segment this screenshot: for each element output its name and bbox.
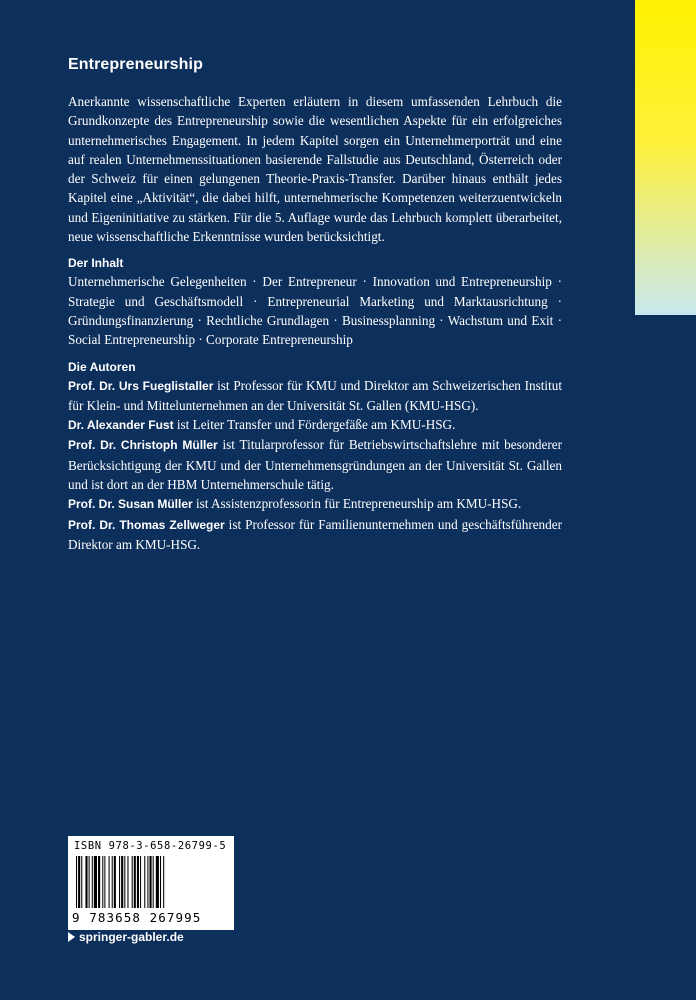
- author-name: Prof. Dr. Susan Müller: [68, 497, 193, 512]
- author-entry: [68, 435, 562, 494]
- publisher-link[interactable]: [68, 930, 184, 944]
- barcode-icon: [76, 856, 226, 908]
- contents-list: Unternehmerische Gelegenheiten · Der Entrepreneur · Innovation und Entrepreneurship · Strategie und Geschäftsmodell · Entrepreneurial Marketing und Marktausrichtung · Gründungsfinanzierung · Rechtliche Grundlagen · Businessplanning · Wachstum und Exit · Social Entrepreneurship · Corporate Entrepreneurship: [68, 274, 562, 348]
- book-description: Anerkannte wissenschaftliche Experten erläutern in diesem umfassenden Lehrbuch die Grundkonzepte des Entrepreneurship sowie die wesentlichen Aspekte für ein erfolgreiches unternehmerisches Engagement. In jedem Kapitel sorgen ein Unternehmerporträt und eine auf realen Unternehmenssituationen basierende Fallstudie aus Deutschland, Österreich oder der Schweiz für einen gelungenen Theorie-Praxis-Transfer. Darüber hinaus enthält jedes Kapitel eine „Aktivität“, die dabei hilft, unternehmerische Kompetenzen weiterzuentwickeln und Eigeninitiative zu stärken. Für die 5. Auflage wurde das Lehrbuch komplett überarbeitet, neue wissenschaftliche Erkenntnisse wurden berücksichtigt.: [68, 94, 562, 245]
- accent-color-bar: [635, 0, 696, 315]
- author-entry: [68, 376, 562, 416]
- arrow-right-icon: [68, 932, 75, 942]
- author-name: Prof. Dr. Thomas Zellweger: [68, 517, 225, 532]
- publisher-url: springer-gabler.de: [79, 930, 184, 944]
- author-bio: ist Leiter Transfer und Fördergefäße am KMU-HSG.: [173, 417, 456, 433]
- isbn-number: ISBN 978-3-658-26799-5: [74, 840, 227, 852]
- author-bio: ist Assistenzprofessorin für Entrepreneurship am KMU-HSG.: [192, 496, 522, 512]
- author-entry: [68, 415, 562, 435]
- author-name: Dr. Alexander Fust: [68, 418, 174, 433]
- book-title: Entrepreneurship: [68, 56, 203, 73]
- authors-list: [68, 376, 562, 555]
- author-name: Prof. Dr. Christoph Müller: [68, 438, 218, 453]
- author-entry: [68, 515, 562, 555]
- author-entry: [68, 494, 562, 514]
- back-cover-text: [68, 56, 562, 554]
- isbn-barcode: [68, 836, 234, 930]
- author-bio: ist Professor für Familienunternehmen und geschäftsführender Direktor am KMU-HSG.: [68, 516, 562, 552]
- contents-heading: Der Inhalt: [68, 256, 124, 271]
- barcode-digits: 9 783658 267995: [72, 910, 202, 925]
- author-bio: ist Titularprofessor für Betriebswirtschaftslehre mit besonderer Berücksichtigung der KMU und der Unternehmensgründungen an der Universität St. Gallen und ist dort an der HBM Unternehmerschule tätig.: [68, 437, 562, 493]
- authors-heading: Die Autoren: [68, 359, 136, 374]
- author-name: Prof. Dr. Urs Fueglistaller: [68, 378, 214, 393]
- author-bio: ist Professor für KMU und Direktor am Schweizerischen Institut für Klein- und Mittelunternehmen an der Universität St. Gallen (KMU-HSG).: [68, 377, 562, 413]
